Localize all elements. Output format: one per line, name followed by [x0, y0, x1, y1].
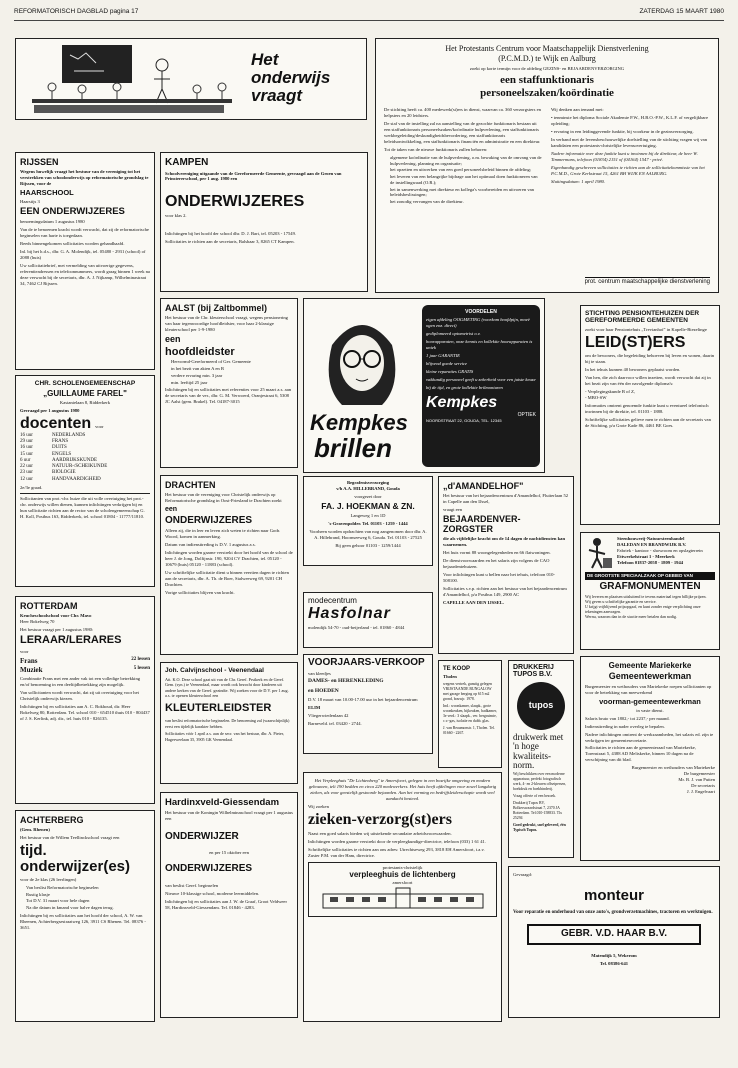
farel-row: 16 uur NEDERLANDS: [20, 432, 86, 438]
stichting-p3: Van hen, die zich daarvoor willen inzetten, wordt verwacht dat zij in het bezit zijn van één der navolgende diploma's:: [585, 375, 711, 387]
rotterdam-row: Muziek 5 lessen: [20, 665, 150, 674]
hardinx-p1: van beslist Geref. beginselen: [165, 882, 219, 888]
rotterdam-p1: Combinatie Frans met een ander vak tot een volledige betrekking en/of benoeming in een deeltijdbetrekking zijn mogelijk.: [20, 676, 141, 688]
voorjaars-l4: D.V. 18 maart van 10.00-17.00 uur in het bejaardencentrum: [308, 696, 418, 702]
kempkes-list-item: kleine reparaties GRATIS: [426, 369, 474, 375]
stichting-p1: om de bewoners, die begeleiding behoeven bij leven en wonen, daarin bij te staan.: [585, 353, 715, 365]
farel-row: 12 uur HANDVAARDIGHEID: [20, 476, 101, 482]
achterberg-bullet: Rustig klasje: [26, 891, 50, 897]
aalst-bullet: verdere ervaring min. 3 jaar: [171, 372, 223, 378]
mariekerke-p3: Salaris bruto van 1802,- tot 2237,- per maand.: [585, 715, 670, 721]
grafmon-big: GRAFMONUMENTEN: [599, 580, 701, 592]
grafmon-bullet: Wernu, waarom dan in de stuctie meer betalen dan nodig.: [585, 614, 677, 620]
lichtenberg-logo3: amersfoort: [392, 880, 413, 886]
drachten-title: DRACHTEN: [165, 480, 216, 490]
achterberg-bullet: Van beslist Reformatorische beginselen: [26, 884, 99, 890]
farel-ad: [15, 375, 155, 587]
farel-voor: voor: [95, 424, 104, 430]
rijssen-school: HAARSCHOOL: [20, 188, 74, 198]
hardinx-intro: Het bestuur van de Koningin Wilhelminaschool vraagt per 1 augustus een: [165, 809, 293, 821]
stichting-p6: Informaties omtrent genoemde funktie kunt u eventueel telefonisch inwinnen bij de direktie, tel. 01103 - 1888.: [585, 403, 709, 415]
kempkes-list-item: bij de tijd, en grote kollektie brilmonturen: [426, 384, 503, 390]
pcmd-bullet: het opzetten en uitwerken van een goed personeelsbeleid binnen de afdeling;: [390, 167, 532, 173]
achterberg-intro: Het bestuur van de Willem Teellinckschool vraagt een: [20, 835, 120, 841]
achterberg-bullet: Tot D.V. 31 maart voor hele dagen: [26, 898, 90, 904]
rijssen-date: benoemingsdatum 1 augustus 1980: [20, 219, 85, 225]
tupos-p3: Drukkerij Tupos BV, Bolkerswaardstraat 7, 2370 JA Rotterdam. Tel.010-158833. Tlx 25294: [513, 801, 563, 820]
gebr-p: Voor reparatie en onderhoud van onze auto's, grondverzetmachines, tractoren en werktuigen.: [513, 909, 713, 915]
calvijn-big: KLEUTERLEIDSTER: [165, 701, 272, 714]
tupos-p4: Goed gedrukt, snel geleverd, één Typisch Tupos.: [513, 822, 566, 832]
pcmd-col2-p: Eigenhandig geschreven sollicitaties te richten aan de sollicitatiekommissie van het P.C.M.D., Grote Kerkstraat 15, 4261 BH WIJK EN AALBURG.: [551, 164, 705, 176]
calvijn-title: Joh. Calvijnschool - Veenendaal: [165, 667, 264, 674]
pcmd-col2-p: • ervaring in een leidinggevende funktie, bij voorkeur in de gezinsverzorging.: [551, 129, 694, 135]
lichtenberg-intro: Het Verpleeghuis "De Lichtenberg" te Amersfoort, gelegen in een bosrijke omgeving en modern gebouwen, telt 190 bedden en circa 220 medewerkers. Het huis heeft afdelingen voor zowel langdurig zieken, als voor geestelijk gestoorde bejaarden. Aan het vorming en bedrijfsleiderschapie wordt veel aandacht besteed.: [308, 778, 497, 801]
drachten-een: een: [165, 506, 178, 514]
pcmd-col1-p2: De staf van de instelling zal na aanstelling van de gezochte funktionaris bestaan uit een staffunktionaris personeelszaken/koördinatie hulpverlening, een staffunktionaris werkbegeleiding/deskundigheidsbevordering, een staffunktionaris beleidsontwikkeling, een staffunktionaris financiën en administratie en een direkteur.: [384, 121, 541, 145]
pcmd-bullet: algemene koördinatie van de hulpverlening, o.m. bewaking van de omvang van de hulpverlening, planning en organisatie;: [390, 155, 542, 166]
amandelhof-intro: Het bestuur van het bejaardencentrum d'Amandelhof, Fluiterlaan 52 in Capelle aan den IJssel,: [443, 493, 569, 505]
pcmd-line2: (P.C.M.D.) te Wijk en Aalburg: [498, 54, 596, 63]
onderwijs-banner: [15, 38, 367, 120]
mariekerke-p1: Burgemeester en wethouders van Mariekerke roepen sollicitanten op voor de betrekking van meewerkend: [585, 683, 712, 695]
drachten-p4: Uw schriftelijke sollicitatie dient u binnen veertien dagen te richten aan de secretaris, dhr. A. Th. de Boer, Stalweeweg 69, 9201 CH Drachten.: [165, 570, 289, 587]
stichting-ad: [580, 305, 720, 525]
calvijn-intro: Att. K.O. Deze school gaat uit van de Chr. Geref. Prstkerk en de Geref. Gem. (syn.) te Veenendaal, maar wordt ook bezocht door kinderen uit andere kerken van de Geref. gezindte. Wij zoeken voor de D.V. per 1 aug. a.s. te openen kleuterschool een: [165, 676, 289, 699]
drachten-p3: Inlichtingen worden gaarne verstrekt door het hoofd van de school de heer J. de Jong, Dolfijnstr. 190, 9204 CV Drachten, tel. 05120 - 10679 (huis) 05120 - 11883 (school).: [165, 550, 293, 568]
kempkes-list-item: gediplomeerd optometrist o.v.: [426, 331, 481, 337]
hoekman-ad: [303, 476, 433, 566]
rijssen-p4: Uw sollicitatiebrief, met vermelding van uitvoerige gegevens, referentieadressen en telefoonnummers, wordt graag binnen 1 week na deze verwacht bij de secretaris, dhr. A. J. Nijkamp, Wilhelminastraat 34, 7462 CJ Rijssen.: [20, 262, 150, 286]
rijssen-place: RIJSSEN: [20, 157, 59, 167]
farel-row: 6 uur AARDRIJKSKUNDE: [20, 457, 98, 463]
kempkes-optiek: OPTIEK: [517, 411, 536, 418]
grafmon-ad: [580, 532, 720, 650]
rotterdam-p2: Van sollicitanten wordt verwacht, dat zij uit overtuiging voor het Christelijk onderwijs kiezen.: [20, 690, 139, 702]
tekoop-l1: Tholen: [443, 674, 457, 680]
kempkes-list-item: 1 jaar GARANTIE: [426, 353, 460, 359]
hardinx-p2: Nieuwe 10-klassige school, moderne leermiddelen.: [165, 890, 260, 896]
achterberg-sub: (Gem. Rhenen): [20, 827, 50, 833]
gebr-gevr: Gevraagd:: [513, 872, 533, 877]
modecentrum-ad: [303, 592, 433, 648]
rotterdam-addr: Heer Bokelweg 70: [20, 619, 55, 625]
stichting-p7: Schriftelijke sollicitaties gelieve men te richten aan de secretaris van de Stichting, p/a Grote Kade 86, 4461 BE Goes.: [585, 417, 711, 429]
farel-row: 23 uur BIOLOGIE: [20, 470, 76, 476]
woman-with-glasses-illustration: [312, 305, 412, 415]
farel-name: „GUILLAUME FAREL": [43, 388, 127, 398]
kampen-ad: [160, 152, 368, 292]
kampen-klas: voor klas 2.: [165, 213, 187, 219]
drachten-ad: [160, 475, 298, 655]
rijssen-p1: Van de te benoemen kracht wordt verwacht, dat zij de reformatorische beginselen van harte is toegedaan.: [20, 227, 149, 239]
hoekman-tel: 's-Gravenpolder. Tel. 01103 - 1259 - 1444: [328, 520, 408, 526]
aalst-info: Inlichtingen bij en sollicitaties met referenties voor 25 maart a.s. aan de secretaris van de ver., dhr. G. M. Verwoerd, Oranjestraat 6, 5308 JC Aalst (gem. Brakel). Tel. 04187-3015: [165, 387, 292, 405]
hoekman-p: Voorheen worden opdrachten van nog aangenomen door dhr. A. A. Hillebrand, Hoornseeweg 6, Gouda. Tel. 01103 - 27525: [309, 528, 427, 540]
grafmon-l3: Fabriek - kantoor - showroom en opslagterrein: [617, 547, 703, 553]
stichting-title: STICHTING PENSIONTEHUIZEN DER GEREFORMEERDE GEMEENTEN: [585, 310, 700, 324]
rotterdam-title: ROTTERDAM: [20, 601, 78, 611]
pcmd-title: een staffunktionaris: [500, 73, 594, 86]
amandelhof-big: BEJAARDENVER-ZORGSTER: [443, 514, 521, 534]
mariekerke-p2: in vaste dienst.: [636, 707, 664, 713]
lichtenberg-logo2: verpleeghuis de lichtenberg: [349, 870, 456, 880]
farel-head: CHR. SCHOLENGEMEENSCHAP: [34, 380, 136, 387]
rotterdam-voor: voor: [20, 648, 29, 654]
aalst-intro: Het bestuur van de Chr. kleuterschool vraagt, wegens pensionering van haar tegenwoordige hoofdleidster, voor haar 2-klassige kleuterschool per 1-9-1980: [165, 315, 288, 333]
mariekerke-p5: Nadere inlichtingen omtrent de werkzaamheden, het salaris ed. zijn te verkrijgen ter gemeentesecretarie.: [585, 731, 714, 743]
hardinx-title: Hardinxveld-Giessendam: [165, 797, 280, 808]
drachten-p1: Alleen zij, die in leer en leven zich weten te richten naar Gods Woord, komen in aanmerking.: [165, 528, 280, 540]
grafmon-bullet: Wij geven u schriftelijke garantie en service.: [585, 599, 657, 605]
grafmon-l5: Telefoon 01837-2058 - 1809 - 1944: [617, 559, 684, 565]
lichtenberg-p3: Schriftelijke sollicitaties te richten aan ons adres: Utrechtseweg 293, 3818 EH Amersfoort, t.a.v. Zuster P.M. van der Ham, directrice.: [308, 846, 485, 858]
farel-row: 29 uur FRANS: [20, 439, 69, 445]
kampen-title: KAMPEN: [165, 157, 209, 168]
drachten-big: ONDERWIJZERES: [165, 514, 253, 526]
voorjaars-l6: Vliegerwiedenlaan 42: [308, 712, 349, 718]
farel-row: 22 uur NATUUR-/SCHEIKUNDE: [20, 464, 108, 470]
amandelhof-vraagt: vraagt een: [443, 507, 463, 513]
aalst-title: AALST (bij Zaltbommel): [165, 303, 267, 313]
grafmon-bullet: Wij leveren en plaatsen uitsluitend te tevens materiaal tegen billijke prijzen.: [585, 594, 707, 600]
building-illustration: [318, 886, 488, 910]
tekoop-ad: [438, 660, 502, 768]
mariekerke-sub: Gemeentewerkman: [608, 671, 692, 682]
tekoop-l4: J. van Beaumonstr. 1, Tholen. Tel. 01660 - 2267.: [443, 725, 495, 735]
kampen-info: Inlichtingen bij het hoofd der school dhr. D. J. Bart, tel. 05203 - 17549.: [165, 231, 297, 237]
farel-addr: Kastanielaan 8, Ridderkerk: [59, 400, 111, 406]
gebr-logo-box: [527, 924, 701, 945]
hardinx-big2: ONDERWIJZERES: [165, 863, 253, 875]
kempkes-list-item: blijvend goede service: [426, 361, 468, 367]
kempkes-list-item: hoorapparaten, onze kennis en kollektie hoorapparaten is uniek: [426, 339, 533, 351]
rijssen-p2: Beeds binnengekomen sollicitaties worden gehandhaafd.: [20, 241, 125, 247]
calvijn-p2: Sollicitaties vóór 1 april a.s. aan de secr. van het bestuur, dhr. A. Pieter, Hagerweelaan 35, 3905 GK Veenendaal.: [165, 731, 284, 742]
tekoop-title: TE KOOP: [443, 666, 471, 672]
kempkes-list-item: eigen afdeling OOGMETING (voorkom hoofdpijn, moeë ogen enz. direct): [426, 317, 530, 329]
hoekman-l2: v/h A.A. HILLEBRAND, Gouda: [336, 485, 400, 491]
pcmd-ad: [375, 38, 719, 293]
amandelhof-p1: die als vijfdelijke kracht om de 14 dagen de nachtdiensten kan waarnemen.: [443, 536, 565, 548]
rotterdam-sub: Keucheschoolschool voor Chr. Mavo: [20, 613, 92, 619]
lichtenberg-p2: Inlichtingen worden gaarne verstrekt door de verpleegkundige-directrice, telefoon (033) 1 61 41.: [308, 838, 486, 844]
lichtenberg-big: zieken-verzorg(st)ers: [308, 810, 452, 828]
rotterdam-row: Frans 22 lessen: [20, 656, 150, 665]
stichting-p5: - MBO-SW: [585, 395, 607, 401]
pcmd-col2-p: Nadere informatie over deze funktie kunt u inwinnen bij de direkteur, de heer W. Timmermans, telefoon (01834) 2151 of (04164) 1547 - privé.: [551, 151, 698, 163]
stonemason-icon: [585, 536, 613, 570]
achterberg-ad: [15, 810, 155, 1022]
gebr-big: monteur: [584, 886, 644, 904]
hardinx-ad: [160, 792, 298, 1018]
voorjaars-l2: DAMES- en HERENKLEDING: [308, 678, 384, 685]
aalst-bullet: in het bezit van akten A en B: [171, 366, 224, 372]
farel-big: docenten: [20, 415, 92, 433]
amandelhof-title: „d'AMANDELHOF": [443, 481, 524, 491]
modecentrum-logo: Hasfolnar: [308, 605, 391, 622]
stichting-intro: zoekt voor haar Pensiontehuis „Trevianhof" in Kapelle-Biezelinge: [585, 326, 707, 332]
lichtenberg-logo1: protestants-christelijk: [382, 864, 423, 870]
amandelhof-p3: De dienstvoorwaarden en het salaris zijn volgens de CAO bejaardentehuizen.: [443, 558, 550, 570]
lichtenberg-ad: [303, 772, 502, 1022]
rijssen-ad: [15, 152, 155, 370]
gebr-logo: GEBR. V.D. HAAR B.V.: [561, 928, 667, 940]
aalst-bullet: min. leeftijd 25 jaar: [171, 379, 208, 385]
hoekman-l3: voorgezet door: [354, 493, 382, 499]
kempkes-ad: [303, 298, 545, 473]
mariekerke-ad: [580, 656, 720, 861]
kempkes-shopaddr: NOORDSTRAAT 22, GOUDA, TEL. 12345: [426, 417, 502, 423]
pcmd-bullet: het zonodig vervangen van de direkteur.: [390, 199, 464, 205]
rijssen-p3: Inl. bij het h.d.s., dhr. G. A. Molendijk, tel. 05480 - 2931 (school) of 2088 (huis): [20, 249, 146, 260]
pcmd-col1-p3: Tot de taken van de nieuwe funktionaris zullen behoren:: [384, 147, 488, 153]
lichtenberg-p1: Naast een goed salaris bieden wij uitstekende secundaire arbeidsvoorwaarden.: [308, 830, 452, 836]
page-header: [14, 8, 724, 21]
onderwijs-title: Het onderwijs vraagt: [251, 50, 331, 105]
mariekerke-p11: J. J. Engelvaart: [686, 789, 715, 795]
tupos-p2: Vraag offerte of een bezoek.: [513, 794, 557, 799]
kempkes-list-item: vakkundig personeel geeft u zekerheid voor een juiste keuze: [426, 377, 536, 382]
pcmd-col2-p: In verband met de levensbeschouwelijke doelstelling van de stichting vragen wij van kandidaten een protestants-christelijke levensovertuiging.: [551, 137, 708, 149]
modecentrum-addr: molendijk 54-70 - oud-beijerland - tel. 01860 - 4844: [308, 624, 405, 630]
hardinx-big1: ONDERWIJZER: [165, 830, 239, 842]
mariekerke-big: voorman-gemeentewerkman: [599, 696, 701, 706]
kempkes-voordelen: VOORDELEN: [465, 309, 497, 315]
rijssen-intro: Wegens huwelijk vraagt het bestuur van de vereniging tot het verstrekken van schoolonderwijs op reformatorische grondslag te Rijssen, voor de: [20, 169, 149, 187]
kempkes-logo2: brillen: [314, 433, 393, 463]
grafmon-bar: DE GROOTSTE SPECIAALZAAK OP GEBIED VAN: [585, 572, 715, 580]
achterberg-klas: voor de 2e klas (26 leerlingen): [20, 876, 77, 882]
rijssen-addr: Haarstijs 3: [20, 199, 40, 205]
achterberg-title: ACHTERBERG: [20, 815, 84, 825]
hoekman-l4: Langeweg 1 en 1D: [350, 512, 386, 518]
calvijn-ad: [160, 662, 298, 784]
voorjaars-l1: van kleedjes: [308, 670, 331, 676]
hoekman-name: FA. J. HOEKMAN & ZN.: [321, 500, 415, 511]
hoekman-l1: Begrafenisverzorging: [346, 480, 390, 485]
aalst-big: hoofdleidster: [165, 345, 235, 358]
stichting-p4: - Verplegingskunde B of Z,: [585, 389, 636, 395]
aalst-een: een: [165, 334, 181, 345]
kampen-big: ONDERWIJZERES: [165, 193, 305, 211]
pcmd-col2-p: Wij denken aan iemand met:: [551, 107, 604, 113]
achterberg-big: tijd. onderwijzer(es): [20, 842, 131, 876]
amandelhof-p6: CAPELLE AAN DEN IJSSEL.: [443, 599, 505, 605]
voorjaars-l3: en HOEDEN: [308, 687, 339, 694]
tekoop-l3: Ind.: woonkamer, slaapk., grote woonkeuken, bijkeuken, badkamer, 3e verd.: 3 slaapk., ver. bergruimte, c.v.-gas, isolatie en dubb. glas.: [443, 703, 497, 723]
gebr-addr: Matendijk 5, Wekerom: [591, 952, 637, 958]
pcmd-logo: prot. centrum maatschappelijke dienstverlening: [584, 278, 710, 285]
gebr-ad: [508, 866, 720, 1018]
aalst-ad: [160, 298, 298, 468]
stichting-big: LEID(ST)ERS: [585, 333, 686, 351]
tupos-logo: tupos: [528, 699, 554, 710]
kempkes-logo1: Kempkes: [310, 410, 408, 435]
mariekerke-p10: De secretaris: [691, 783, 715, 789]
amandelhof-ad: [438, 476, 574, 654]
grafmon-l1: Steenhouwerij-Natuursteenhandel: [617, 536, 685, 541]
header-right: ZATERDAG 15 MAART 1980: [639, 8, 724, 15]
kempkes-shop: Kempkes: [426, 393, 498, 411]
voorjaars-ad: [303, 654, 433, 754]
farel-row: 15 uur ENGELS: [20, 451, 72, 457]
mariekerke-p9: Mr. B. J. van Putten: [678, 777, 715, 783]
rijssen-title: EEN ONDERWIJZERES: [20, 206, 125, 218]
hardinx-p3: Inlichtingen bij en sollicitaties aan J. W. de Graaf, Groot Veldweer 58, Hardinxveld-Giessendam. Tel. 01846 - 4283.: [165, 898, 287, 910]
achterberg-p: Inlichtingen bij en sollicitaties aan het hoofd der school, A. W. van Rheenen, Achterbergsestraatweg 126, 3911 CS Rhenen. Tel. 08376 - 3651.: [20, 912, 146, 930]
tupos-name: DRUKKERIJ TUPOS B.V.: [513, 664, 554, 679]
amandelhof-p2: Het huis vormt 88 woongelegenheden en 66 flatwoningen.: [443, 550, 551, 556]
pcmd-col2-p: • tenminste het diploma Sociale Akademie P.W., H.B.O.-P.W., K.L.F. of vergelijkbare opleiding;: [551, 115, 708, 127]
achterberg-bullet: Na die datum in kmand voor halve dagen terug.: [26, 905, 114, 911]
amandelhof-p5: Sollicitaties s.v.p. richten aan het bestuur van het bejaardencentrum d'Amandelhof, p/a Postbus 149, 2900 AC: [443, 586, 567, 597]
grafmon-bullet: U krijgt vrijblijvend prijsopgaaf, en kunt zonder enige verplichting onze tekeningen aanvragen.: [585, 604, 701, 615]
gebr-tel: Tel. 08386-641: [599, 960, 629, 966]
farel-date: Gevraagd per 1 augustus 1980: [20, 408, 80, 414]
amandelhof-p4: Voor inlichtingen kunt u bellen naar het tehuis, telefoon 010-508100.: [443, 572, 555, 584]
mariekerke-title: Gemeente Mariekerke: [608, 661, 692, 670]
rotterdam-intro: Het bestuur vraagt per 1 augustus 1980:: [20, 627, 94, 633]
farel-soll: Sollicitanten van prot.-chr. huize die uit volle overtuiging het prot.-chr. onderwijs willen dienen, kunnen inlichtingen verkrijgen bij en hun sollicitatie richten aan de rector van de scholengemeenschap G. H. Koll, Postbus 163, Ridderkerk, tel. school 01804 - 11777/11810.: [20, 493, 150, 520]
farel-grad: 2e/3e graad.: [20, 484, 43, 490]
voorjaars-l7: Barneveld. tel. 03420 - 2744.: [308, 720, 362, 726]
kampen-intro: Schoolvereniging uitgaande van de Gereformeerde Gemeente, gevraagd aan de Groen van Prinstererschool, per 1 aug. 1980 een: [165, 170, 342, 182]
tupos-ad: [508, 660, 574, 858]
modecentrum-title: modecentrum: [308, 596, 357, 605]
voorjaars-title: VOORJAARS-VERKOOP: [308, 657, 425, 668]
kampen-soll: Sollicitaties te richten aan de secretaris, Balsbaar 3, 8265 CT Kampen.: [165, 239, 295, 245]
header-left: REFORMATORISCH DAGBLAD pagina 17: [14, 8, 139, 15]
pcmd-col1-p1: De stichting heeft ca. 400 medewerk(st)ers in dienst, waarvan ca. 360 verzorgsters en helpsters en 20 leidsters.: [384, 107, 541, 119]
tupos-slogan: drukwerk met 'n hoge kwaliteits-norm.: [513, 731, 564, 770]
drachten-p2: Datum van indiensttreding is D.V. 1 augustus a.s.: [165, 542, 256, 548]
pcmd-subtitle: personeelszaken/koördinatie: [480, 87, 614, 100]
aalst-bullet: Hervormd-Gereformeerd of Ger. Gemeente: [171, 359, 251, 365]
pcmd-col2-p: Sluitingsdatum: 1 april 1980.: [551, 178, 606, 184]
mariekerke-p7: Burgemeester en wethouders van Mariekerke: [631, 765, 715, 771]
hardinx-mid: en per 15 oktober een: [209, 850, 249, 856]
rotterdam-big: LERAAR/LERARES: [20, 634, 122, 647]
lichtenberg-zoekt: Wij zoeken: [308, 803, 329, 809]
tupos-logo-box: [517, 682, 565, 730]
mariekerke-p8: De burgemeester: [683, 771, 715, 777]
tupos-p1: Wij beschikken over een moderne apparatuur, perfekt fotografisch werk, 4- en 2-kleuren offsetpersen, boekdruk en boekbinderij.: [513, 772, 567, 792]
classroom-illustration: [22, 41, 242, 119]
rotterdam-p3: Inlichtingen bij en sollicitaties aan A. C. Bokhoud, dir. Heer Bokelweg 80, Rotterdam. Tel. school 010 - 654510 thuis 010 - 804437 of J. S. Kerlink, adj. dir., tel. huis 010 - 826135.: [20, 704, 150, 722]
calvijn-p1: van beslist reformatorische beginselen. De benoeming zal (waarschijnlijk) eerst een tijdelijk karakter hebben.: [165, 718, 290, 729]
farel-row: 16 uur DUITS: [20, 445, 67, 451]
pcmd-bullet: het in samenwerking met direkteur en kollega's voorbereiden en uitvoeren van beleidsbeslissingen;: [390, 186, 534, 198]
grafmon-l2: DALEDAN EN BRANDWIJK B.V.: [617, 541, 687, 547]
mariekerke-p4: Indiensttreding in nader overleg te bepalen.: [585, 723, 665, 729]
rotterdam-ad: [15, 596, 155, 804]
hoekman-note: Bij geen gehoor 01103 - 1259/1444: [335, 542, 401, 548]
mariekerke-p6: Sollicitaties te richten aan de gemeenteraad van Mariekerke, Torenstraat 5, 4388 AD Meliskerke, binnen 10 dagen na de verschijning van dit blad.: [585, 745, 696, 763]
voorjaars-l5: ELIM: [308, 704, 321, 710]
drachten-p5: Vorige sollicitaties blijven van kracht.: [165, 589, 235, 595]
pcmd-line1: Het Protestants Centrum voor Maatschappelijk Dienstverlening: [445, 44, 649, 53]
pcmd-line3: zoekt op korte termijn voor de afdeling GEZINS- en BEJAARDENVERZORGING: [469, 66, 625, 71]
pcmd-bullet: het leveren van een belangrijke bijdrage aan het optimaal doen funktioneren van de instellingsraad (O.R.);: [390, 174, 538, 185]
kempkes-voordelen-box: [422, 305, 540, 467]
grafmon-l4: Ettwerkelstraat 1 - Meerkerk: [617, 553, 675, 559]
tekoop-l2: wegens vertrek, gunstig gelegen VRIJSTAANDE BUNGALOW met garage berging op 615 m2 grond, bouwjr. 1978.: [443, 682, 492, 702]
drachten-intro: Het bestuur van de vereniging voor Christelijk onderwijs op Reformatorische grondslag in Oost-Friesland te Drachten zoekt: [165, 492, 282, 504]
stichting-p2: In het tehuis kunnen 40 bewoners geplaatst worden.: [585, 367, 681, 373]
